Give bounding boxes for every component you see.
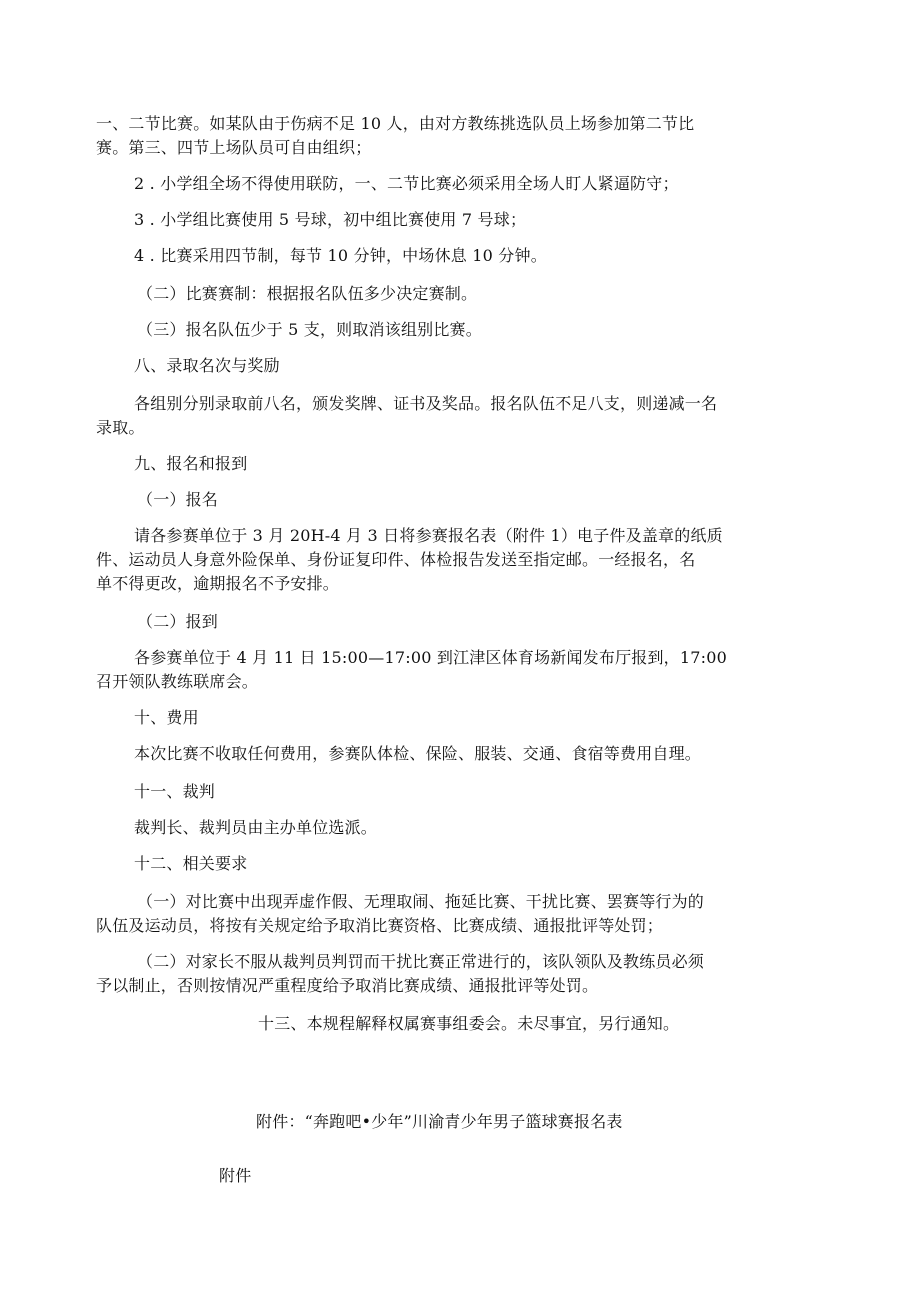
text-line: 单不得更改，逾期报名不予安排。 (96, 574, 340, 593)
attachment-title: 附件：“奔跑吧•少年”川渝青少年男子篮球赛报名表 (256, 1112, 623, 1131)
text-line: 录取。 (96, 418, 145, 437)
text-line: （三）报名队伍少于 5 支，则取消该组别比赛。 (137, 320, 482, 339)
text-line: 2 . 小学组全场不得使用联防，一、二节比赛必须采用全场人盯人紧逼防守； (134, 174, 679, 193)
text-line: 3 . 小学组比赛使用 5 号球，初中组比赛使用 7 号球； (134, 210, 527, 229)
text-line: （二）比赛赛制：根据报名队伍多少决定赛制。 (137, 284, 478, 303)
subsection-heading: （二）报到 (137, 612, 219, 631)
text-line: 队伍及运动员，将按有关规定给予取消比赛资格、比赛成绩、通报批评等处罚； (96, 916, 664, 935)
text-line: 件、运动员人身意外险保单、身份证复印件、体检报告发送至指定邮。一经报名，名 (96, 550, 696, 569)
section-heading: 十二、相关要求 (134, 854, 248, 873)
text-line: 十三、本规程解释权属赛事组委会。未尽事宜，另行通知。 (258, 1014, 680, 1033)
text-line: 各参赛单位于 4 月 11 日 15:00—17:00 到江津区体育场新闻发布厅报到，17:00 (134, 648, 727, 667)
text-line: 本次比赛不收取任何费用，参赛队体检、保险、服装、交通、食宿等费用自理。 (134, 744, 702, 763)
section-heading: 十、费用 (134, 708, 199, 727)
text-line: （二）对家长不服从裁判员判罚而干扰比赛正常进行的，该队领队及教练员必须 (137, 952, 705, 971)
section-heading: 九、报名和报到 (134, 454, 248, 473)
section-heading: 八、录取名次与奖励 (134, 356, 280, 375)
text-line: 一、二节比赛。如某队由于伤病不足 10 人，由对方教练挑选队员上场参加第二节比 (96, 114, 695, 133)
text-line: 召开领队教练联席会。 (96, 672, 259, 691)
text-line: 各组别分别录取前八名，颁发奖牌、证书及奖品。报名队伍不足八支，则递减一名 (134, 394, 718, 413)
text-line: 4 . 比赛采用四节制，每节 10 分钟，中场休息 10 分钟。 (134, 246, 547, 265)
subsection-heading: （一）报名 (137, 490, 219, 509)
text-line: 请各参赛单位于 3 月 20H-4 月 3 日将参赛报名表（附件 1）电子件及盖章的纸质 (134, 526, 723, 545)
text-line: 裁判长、裁判员由主办单位选派。 (134, 818, 378, 837)
text-line: 赛。第三、四节上场队员可自由组织； (96, 138, 372, 157)
attachment-label: 附件 (219, 1166, 252, 1185)
section-heading: 十一、裁判 (134, 782, 216, 801)
text-line: （一）对比赛中出现弄虚作假、无理取闹、拖延比赛、干扰比赛、罢赛等行为的 (137, 892, 705, 911)
text-line: 予以制止，否则按情况严重程度给予取消比赛成绩、通报批评等处罚。 (96, 976, 599, 995)
